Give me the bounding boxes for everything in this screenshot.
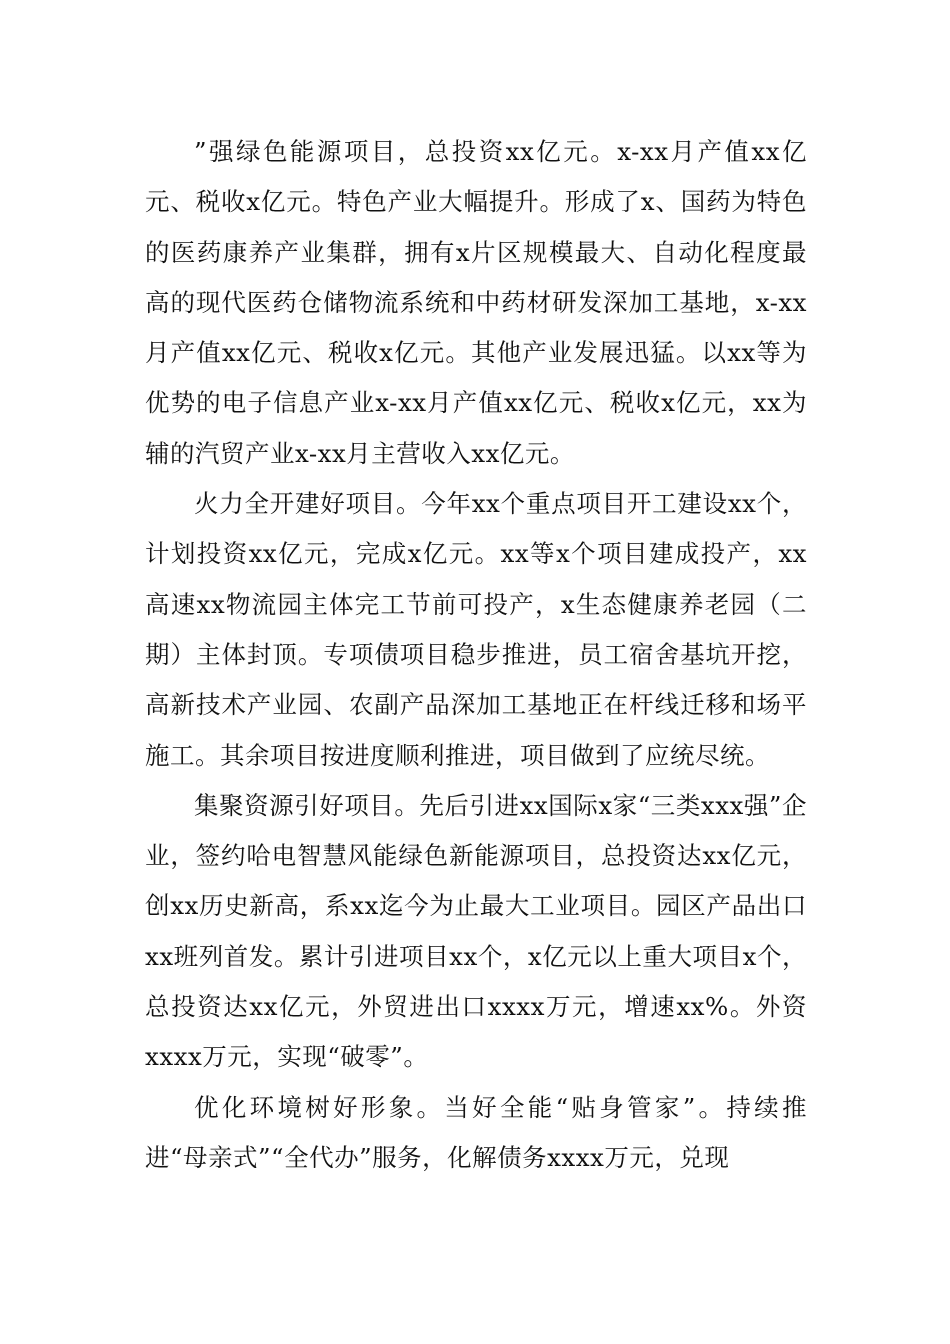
paragraph-project-construction: 火力全开建好项目。今年xx个重点项目开工建设xx个，计划投资xx亿元，完成x亿元。xx等x个项目建成投产，xx高速xx物流园主体完工节前可投产，x生态健康养老园（二期）主体封顶。专项债项目稳步推进，员工宿舍基坑开挖，高新技术产业园、农副产品深加工基地正在杆线迁移和场平施工。其余项目按进度顺利推进，项目做到了应统尽统。 <box>145 489 807 770</box>
paragraph-green-energy-industry: ”强绿色能源项目，总投资xx亿元。x-xx月产值xx亿元、税收x亿元。特色产业大幅提升。形成了x、国药为特色的医药康养产业集群，拥有x片区规模最大、自动化程度最高的现代医药仓储物流系统和中药材研发深加工基地，x-xx月产值xx亿元、税收x亿元。其他产业发展迅猛。以xx等为优势的电子信息产业x-xx月产值xx亿元、税收x亿元，xx为辅的汽贸产业x-xx月主营收入xx亿元。 <box>145 137 807 468</box>
paragraph-business-environment: 优化环境树好形象。当好全能“贴身管家”。持续推进“母亲式”“全代办”服务，化解债务xxxx万元，兑现 <box>145 1092 807 1172</box>
paragraph-investment-attraction: 集聚资源引好项目。先后引进xx国际x家“三类xxx强”企业，签约哈电智慧风能绿色新能源项目，总投资达xx亿元，创xx历史新高，系xx迄今为止最大工业项目。园区产品出口xx班列首发。累计引进项目xx个，x亿元以上重大项目x个，总投资达xx亿元，外贸进出口xxxx万元，增速xx%。外资xxxx万元，实现“破零”。 <box>145 790 807 1072</box>
document-body <box>145 127 807 1183</box>
